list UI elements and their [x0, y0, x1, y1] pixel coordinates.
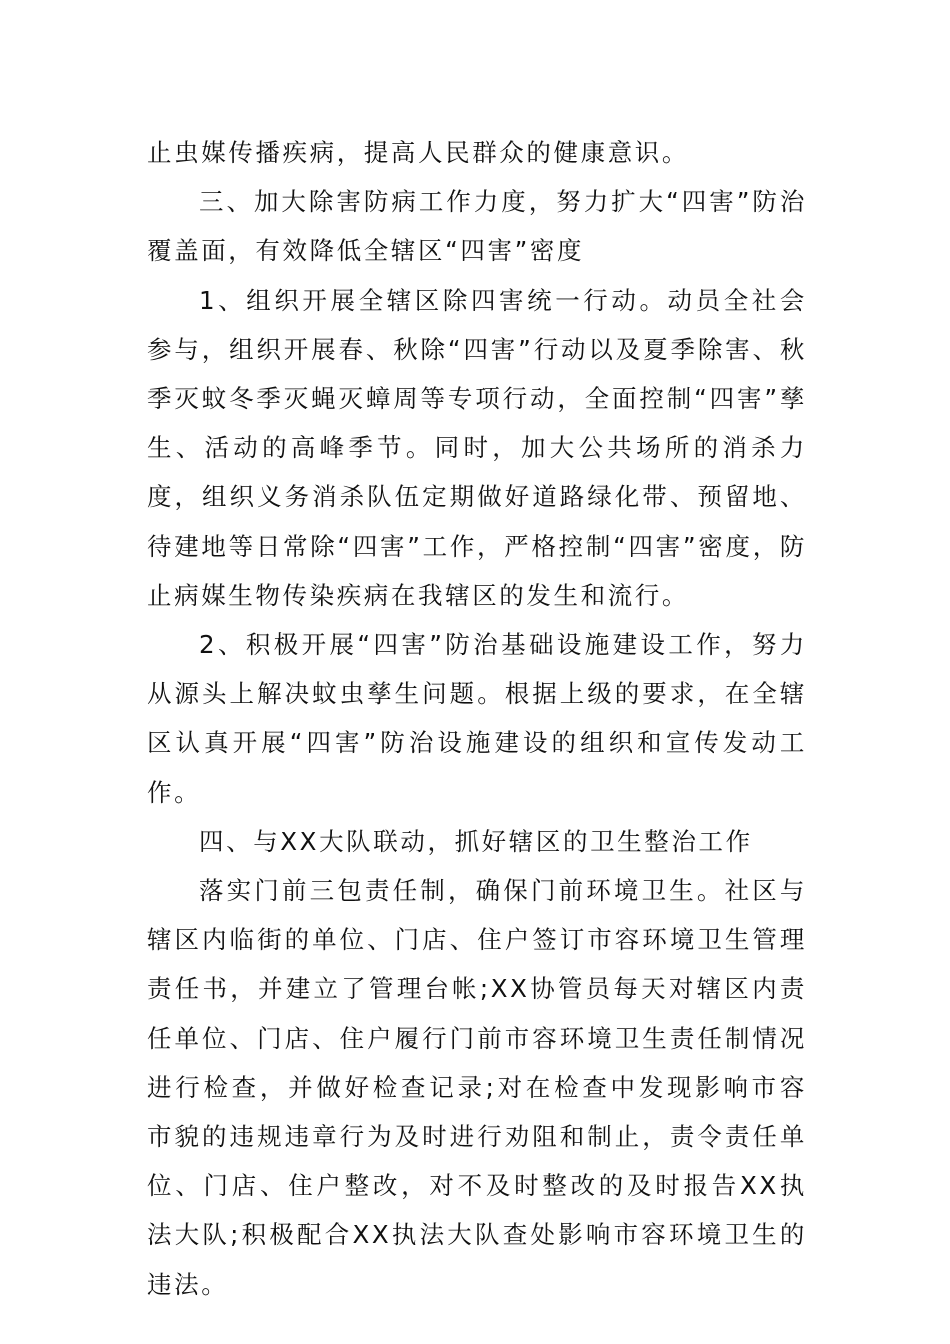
paragraph-body: 落实门前三包责任制，确保门前环境卫生。社区与辖区内临街的单位、门店、住户签订市容环境卫生管理责任书，并建立了管理台帐;XX协管员每天对辖区内责任单位、门店、住户履行门前市容环境卫生责任制情况进行检查，并做好检查记录;对在检查中发现影响市容市貌的违规违章行为及时进行劝阻和制止，责令责任单位、门店、住户整改，对不及时整改的及时报告XX执法大队;积极配合XX执法大队查处影响市容环境卫生的违法。: [147, 876, 807, 1299]
paragraph-continuation: 止虫媒传播疾病，提高人民群众的健康意识。: [147, 138, 689, 167]
document-body: [147, 128, 807, 1309]
section-heading-3: 三、加大除害防病工作力度，努力扩大“四害”防治覆盖面，有效降低全辖区“四害”密度: [147, 187, 807, 266]
section-heading-4: 四、与XX大队联动，抓好辖区的卫生整治工作: [199, 826, 753, 856]
paragraph-item-2: 2、积极开展“四害”防治基础设施建设工作，努力从源头上解决蚊虫孳生问题。根据上级的要求，在全辖区认真开展“四害”防治设施建设的组织和宣传发动工作。: [147, 630, 807, 807]
paragraph-item-1: 1、组织开展全辖区除四害统一行动。动员全社会参与，组织开展春、秋除“四害”行动以及夏季除害、秋季灭蚊冬季灭蝇灭蟑周等专项行动，全面控制“四害”孳生、活动的高峰季节。同时，加大公共场所的消杀力度，组织义务消杀队伍定期做好道路绿化带、预留地、待建地等日常除“四害”工作，严格控制“四害”密度，防止病媒生物传染疾病在我辖区的发生和流行。: [147, 285, 807, 610]
